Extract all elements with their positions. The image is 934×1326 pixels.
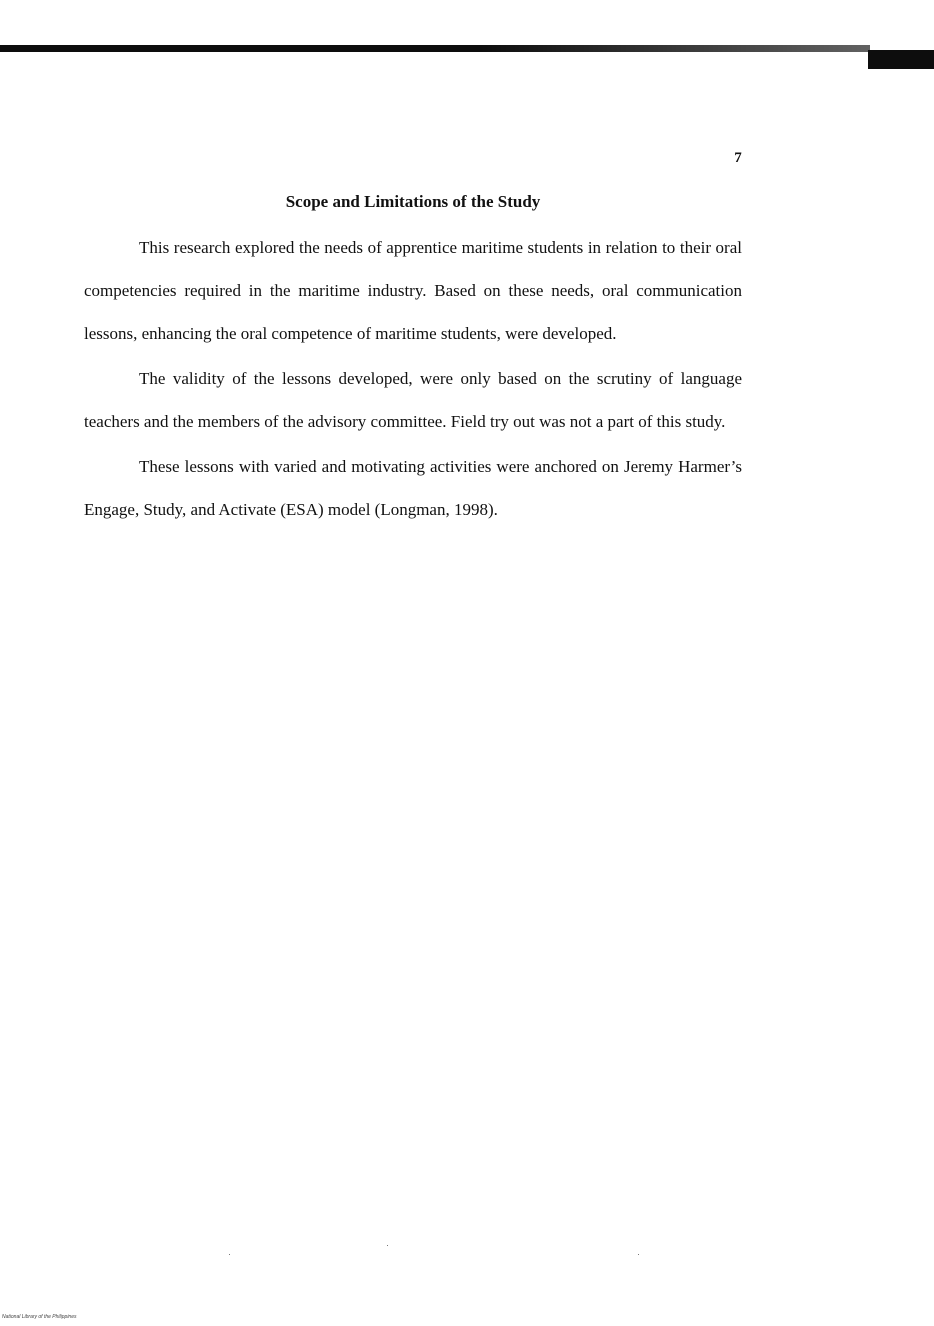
section-heading: Scope and Limitations of the Study xyxy=(285,192,541,211)
scan-speck xyxy=(638,1254,639,1255)
scan-border-fade xyxy=(480,45,870,52)
paragraph-scope: This research explored the needs of apprentice maritime students in relation to their oral competencies required in the maritime industry. Based on these needs, oral communication lessons, enhancing the oral competence of maritime students, were developed. xyxy=(84,238,742,343)
scan-border-tab xyxy=(868,50,934,69)
scan-speck xyxy=(229,1254,230,1255)
library-watermark: National Library of the Philippines xyxy=(2,1314,77,1320)
page-number: 7 xyxy=(734,150,742,166)
paragraph-validity: The validity of the lessons developed, were only based on the scrutiny of language teachers and the members of the advisory committee. Field try out was not a part of this study. xyxy=(84,369,742,431)
scan-speck xyxy=(387,1245,388,1246)
paragraph-model: These lessons with varied and motivating activities were anchored on Jeremy Harmer’s Engage, Study, and Activate (ESA) model (Longman, 1998). xyxy=(84,457,742,519)
body-text xyxy=(84,226,742,533)
